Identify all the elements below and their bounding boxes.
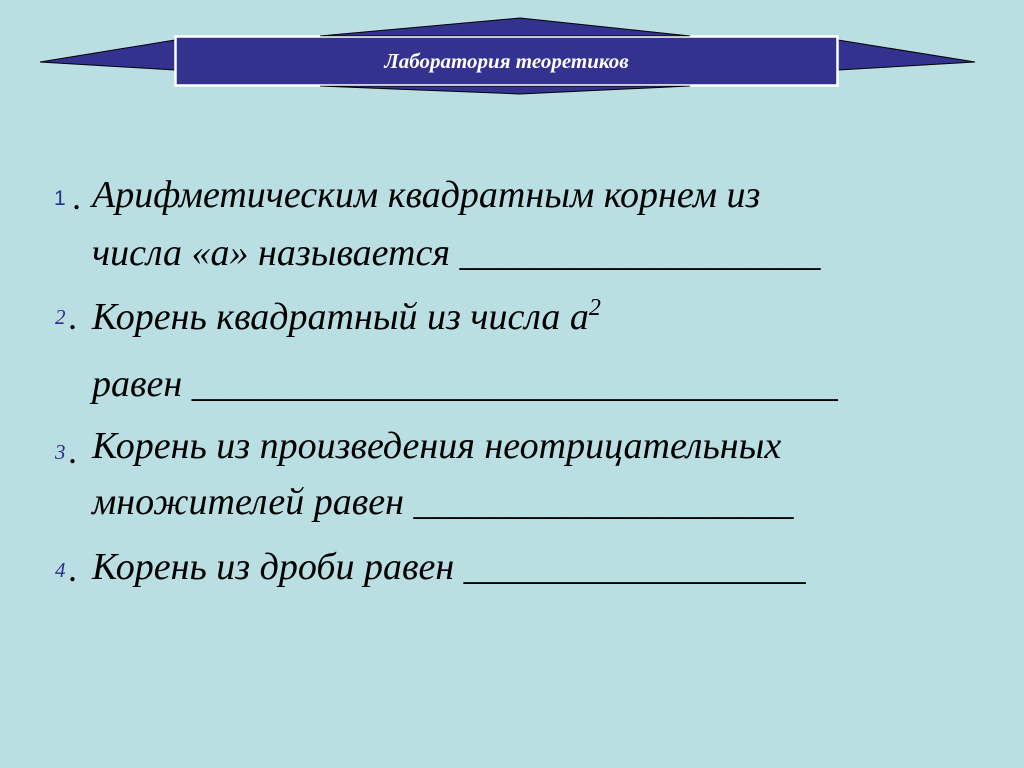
- item-dot-1: .: [72, 177, 81, 217]
- item-number-2: 2: [55, 305, 66, 329]
- item-3-line-1: Корень из произведения неотрицательных: [92, 425, 782, 467]
- item-1-line-1: Арифметическим квадратным корнем из: [92, 174, 761, 216]
- item-2-superscript: 2: [588, 295, 601, 321]
- item-number-3: 3: [55, 440, 66, 464]
- item-1-line-2: числа «а» называется ___________________: [92, 232, 821, 274]
- item-2-line-2: равен __________________________________: [92, 363, 838, 405]
- item-dot-2: .: [68, 297, 77, 337]
- item-dot-3: .: [68, 431, 77, 471]
- item-number-4: 4: [55, 558, 66, 582]
- banner-title: Лаборатория теоретиков: [384, 48, 629, 73]
- item-dot-4: .: [68, 549, 77, 589]
- item-number-1: 1: [54, 187, 66, 210]
- item-4-line-1: Корень из дроби равен __________________: [92, 546, 806, 588]
- item-2-line-1-text: Корень квадратный из числа а: [92, 296, 589, 338]
- item-3-line-2: множителей равен ____________________: [92, 481, 794, 523]
- item-2-line-1: [92, 295, 601, 338]
